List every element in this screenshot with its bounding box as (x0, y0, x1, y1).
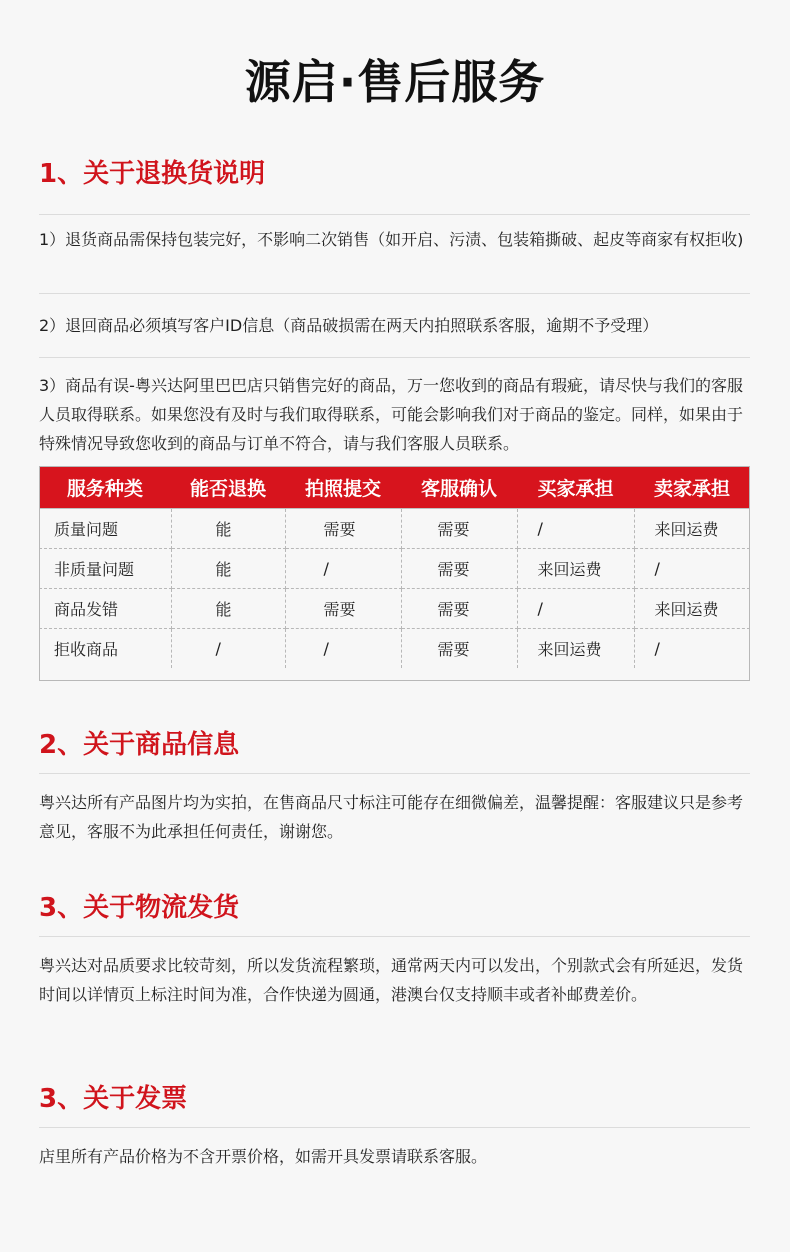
table-cell: 来回运费 (517, 629, 634, 669)
paragraph: 粤兴达对品质要求比较苛刻，所以发货流程繁琐，通常两天内可以发出，个别款式会有所延迟，发货时间以详情页上标注时间为准，合作快递为圆通，港澳台仅支持顺丰或者补邮费差价。 (39, 956, 744, 1004)
section-heading: 1、关于退换货说明 (39, 159, 266, 189)
paragraph: 2）退回商品必须填写客户ID信息（商品破损需在两天内拍照联系客服，逾期不予受理） (39, 316, 659, 335)
section-invoice (39, 1081, 750, 1181)
paragraph: 3）商品有误-粤兴达阿里巴巴店只销售完好的商品，万一您收到的商品有瑕疵，请尽快与我们的客服人员取得联系。如果您没有及时与我们取得联系，可能会影响我们对于商品的鉴定。同样，如果由于特殊情况导致您收到的商品与订单不符合，请与我们客服人员联系。 (39, 376, 744, 453)
table-header-cell: 卖家承担 (634, 466, 750, 509)
table-header-cell: 客服确认 (401, 466, 517, 509)
service-table (39, 466, 750, 668)
table-cell: 来回运费 (634, 589, 750, 629)
paragraph: 粤兴达所有产品图片均为实拍，在售商品尺寸标注可能存在细微偏差，温馨提醒：客服建议只是参考意见，客服不为此承担任何责任，谢谢您。 (39, 793, 744, 841)
table-cell: / (285, 549, 401, 589)
table-header-cell: 服务种类 (39, 466, 171, 509)
section-heading: 3、关于发票 (39, 1084, 188, 1114)
table-cell: 需要 (401, 549, 517, 589)
table-cell: / (517, 509, 634, 549)
table-cell: 需要 (285, 589, 401, 629)
table-cell: 能 (171, 589, 285, 629)
table-cell: / (654, 639, 660, 658)
section-return-exchange (39, 156, 750, 468)
table-row (39, 509, 750, 549)
section-logistics (39, 890, 750, 1019)
table-cell: / (517, 589, 634, 629)
table-header-cell: 买家承担 (517, 466, 634, 509)
section-product-info (39, 727, 750, 856)
table-cell: 来回运费 (517, 549, 634, 589)
table-cell: 非质量问题 (39, 549, 171, 589)
table-row (39, 589, 750, 629)
table-cell: 需要 (285, 509, 401, 549)
table-cell: / (285, 629, 401, 669)
table-cell: / (634, 549, 750, 589)
table-cell: 能 (171, 509, 285, 549)
table-cell: 需要 (401, 629, 517, 669)
page-title: 源启·售后服务 (244, 55, 546, 109)
table-cell: 需要 (401, 509, 517, 549)
paragraph: 1）退货商品需保持包装完好，不影响二次销售（如开启、污渍、包装箱撕破、起皮等商家有权拒收) (39, 230, 744, 249)
paragraph: 店里所有产品价格为不含开票价格，如需开具发票请联系客服。 (39, 1147, 488, 1166)
table-cell: 质量问题 (39, 509, 171, 549)
table-cell: 能 (171, 549, 285, 589)
table-cell: / (171, 629, 285, 669)
table-cell: 需要 (401, 589, 517, 629)
table-cell: 来回运费 (634, 509, 750, 549)
section-heading: 3、关于物流发货 (39, 893, 240, 923)
table-cell: 商品发错 (39, 589, 171, 629)
table-header-cell: 拍照提交 (285, 466, 401, 509)
table-header-cell: 能否退换 (171, 466, 285, 509)
table-cell: 拒收商品 (39, 629, 171, 669)
table-row (39, 549, 750, 589)
section-heading: 2、关于商品信息 (39, 730, 240, 760)
table-row (39, 629, 750, 669)
table-header-row (39, 466, 750, 509)
